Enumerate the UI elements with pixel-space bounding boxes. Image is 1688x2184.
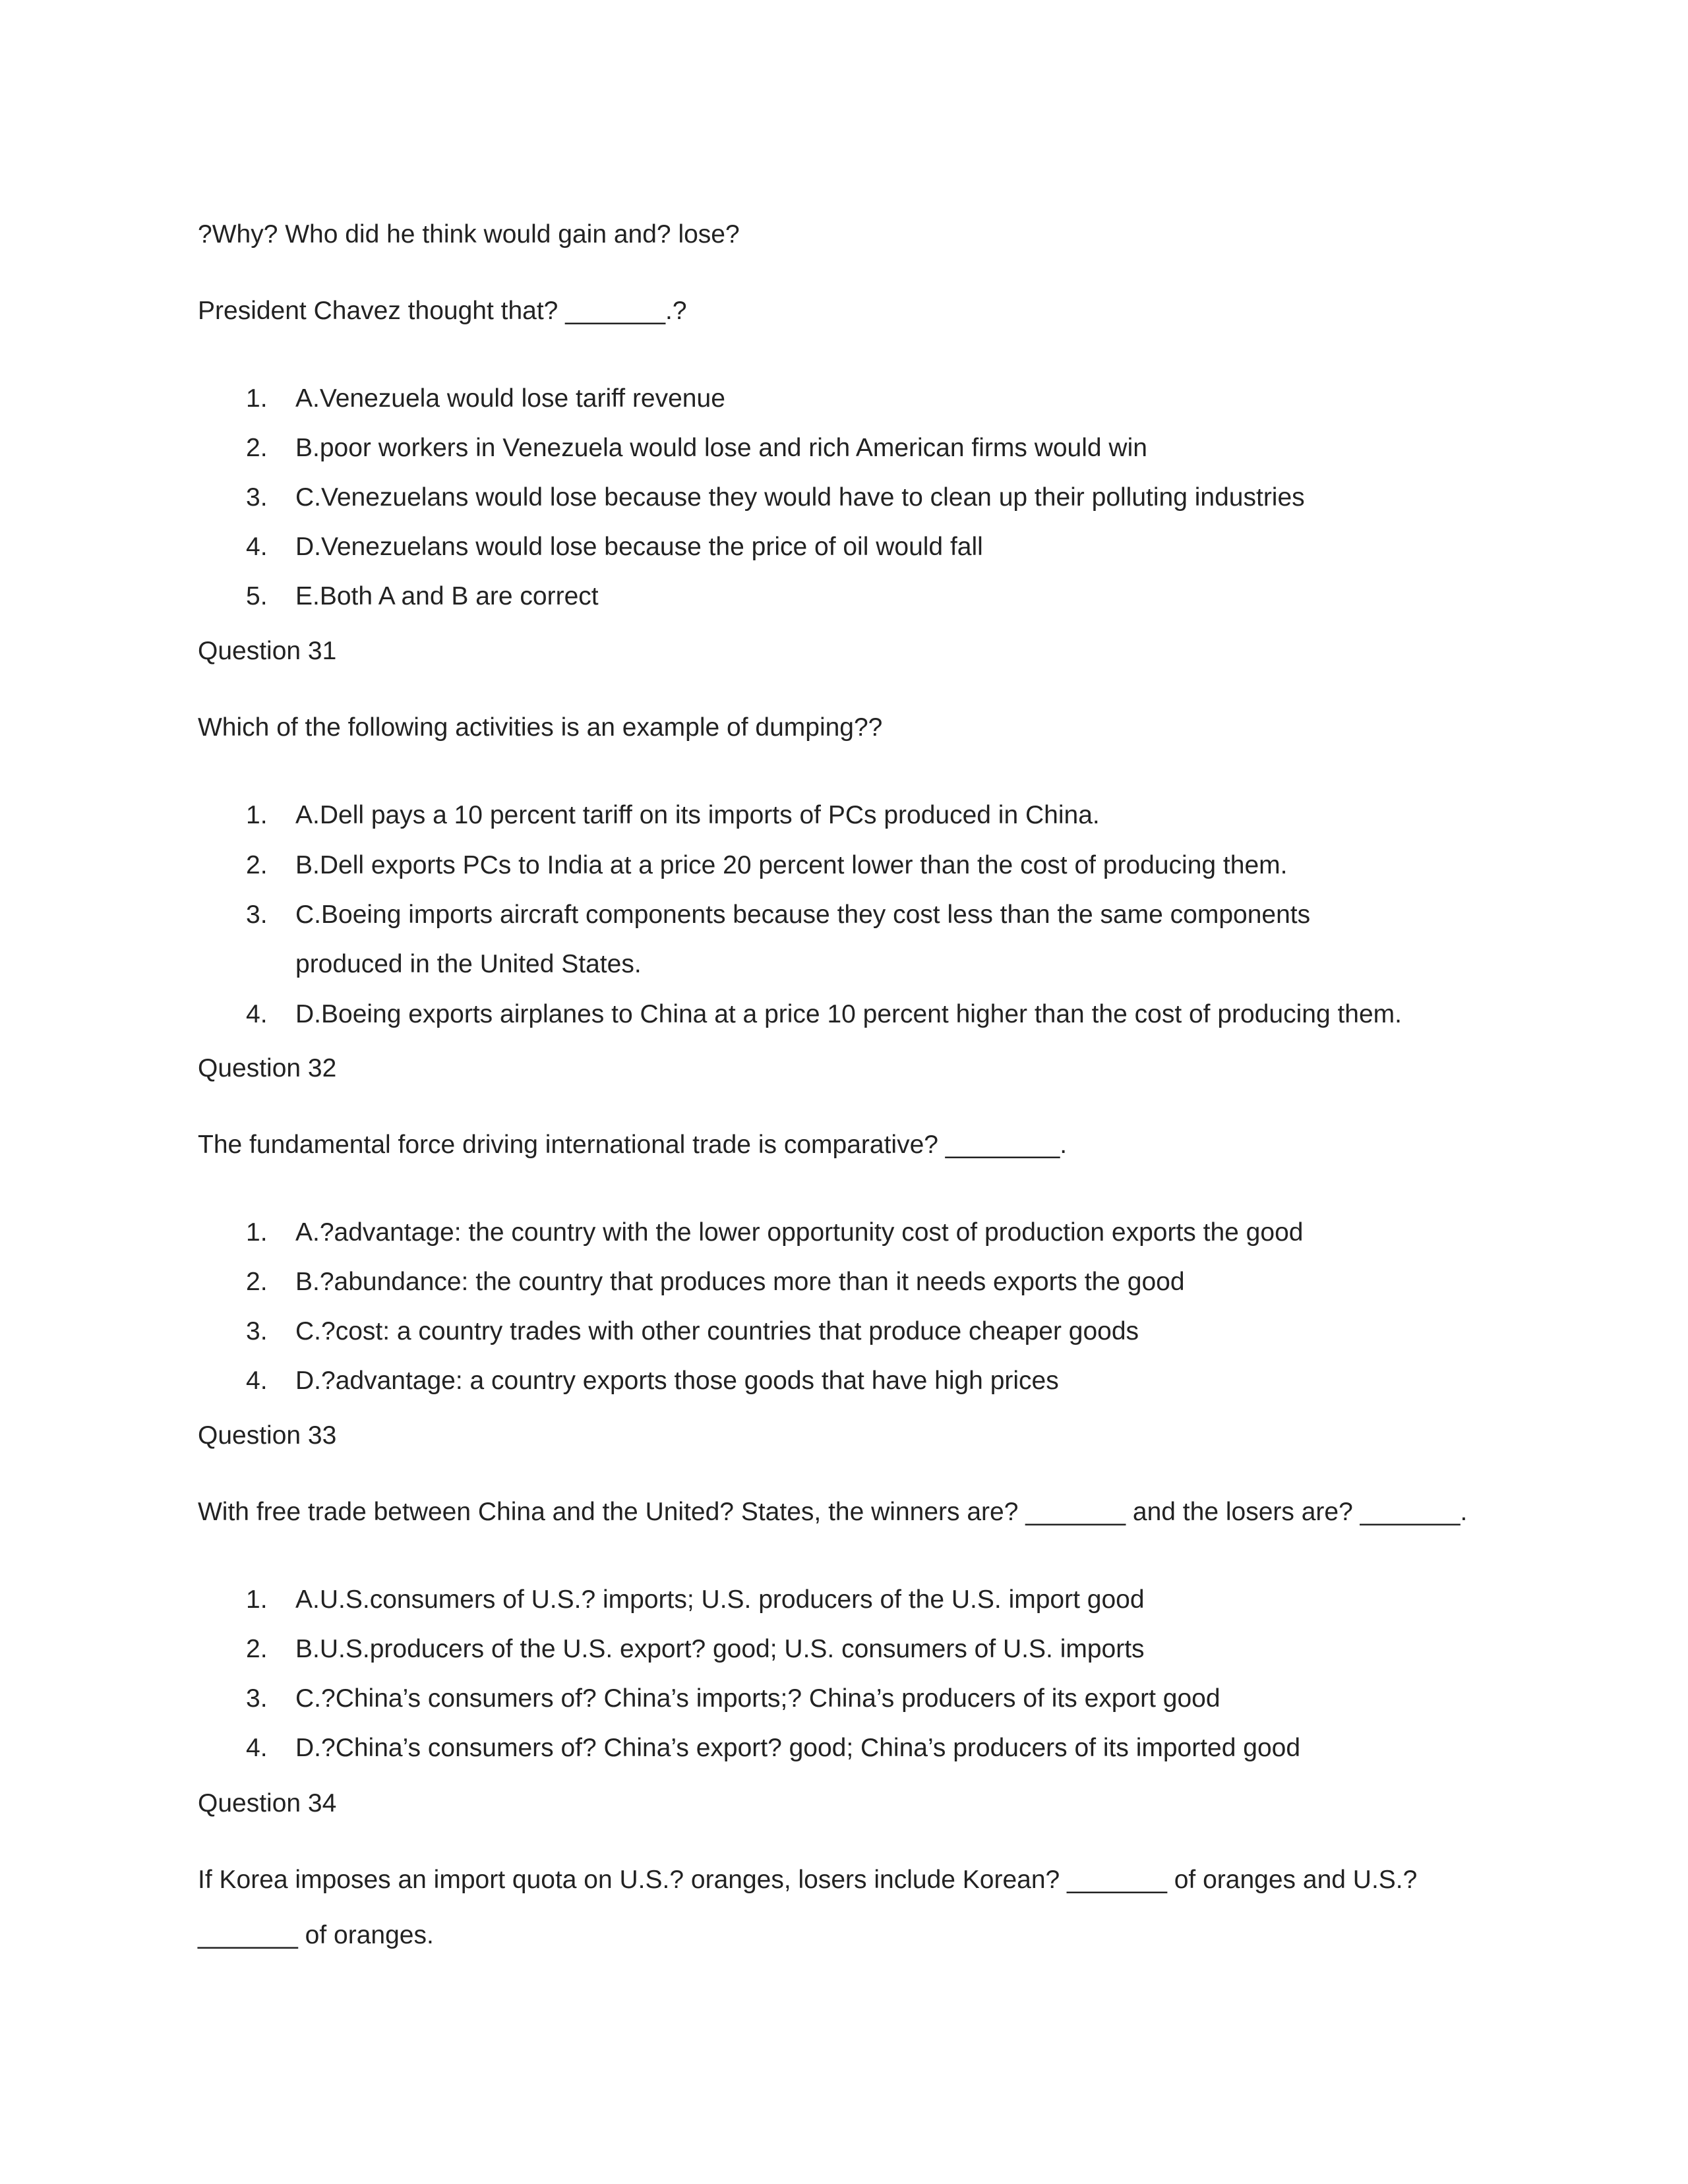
q31-heading: Question 31 [198,637,337,665]
q30-option-3-number: 3. [246,483,268,512]
q31-prompt-text: Which of the following activities is an example of dumping?? [198,713,883,742]
q31-option-4-number: 4. [246,1000,268,1028]
q33-option-2-number: 2. [246,1635,268,1663]
q33-heading: Question 33 [198,1421,337,1450]
q30-option-4-number: 4. [246,533,268,561]
q31-option-1-text: A.Dell pays a 10 percent tariff on its imports of PCs produced in China. [295,801,1100,829]
q30-option-2-number: 2. [246,434,268,462]
q30-option-5-text: E.Both A and B are correct [295,582,599,610]
q33-option-2-text: B.U.S.producers of the U.S. export? good; U.S. consumers of U.S. imports [295,1635,1145,1663]
q30-option-5-number: 5. [246,582,268,610]
q30-option-4-text: D.Venezuelans would lose because the price of oil would fall [295,533,983,561]
q34-prompt-line-1: If Korea imposes an import quota on U.S.? oranges, losers include Korean? _______ of oranges and U.S.? [198,1866,1418,1894]
q32-option-3-text: C.?cost: a country trades with other countries that produce cheaper goods [295,1317,1139,1345]
q33-option-3-text: C.?China’s consumers of? China’s imports;? China’s producers of its export good [295,1684,1221,1713]
q30-option-1-number: 1. [246,384,268,413]
q31-option-3-number: 3. [246,900,268,929]
q33-option-4-number: 4. [246,1734,268,1762]
q30-prompt-text: President Chavez thought that? _______.? [198,297,687,325]
q30-option-3-text: C.Venezuelans would lose because they would have to clean up their polluting industries [295,483,1305,512]
q32-option-3-number: 3. [246,1317,268,1345]
q33-option-1-number: 1. [246,1585,268,1614]
q32-heading: Question 32 [198,1054,337,1082]
q33-option-4-text: D.?China’s consumers of? China’s export? good; China’s producers of its imported good [295,1734,1301,1762]
q31-option-3-continuation: produced in the United States. [295,950,642,978]
q31-option-2-number: 2. [246,851,268,879]
q33-prompt-text: With free trade between China and the United? States, the winners are? _______ and the losers are? _______. [198,1498,1468,1526]
q31-option-2-text: B.Dell exports PCs to India at a price 20 percent lower than the cost of producing them. [295,851,1288,879]
q31-option-3-text: C.Boeing imports aircraft components because they cost less than the same components [295,900,1311,929]
q32-option-1-number: 1. [246,1218,268,1247]
q34-heading: Question 34 [198,1789,337,1817]
q32-prompt-text: The fundamental force driving international trade is comparative? ________. [198,1131,1068,1159]
q34-prompt-line-2: _______ of oranges. [198,1921,434,1949]
q33-option-1-text: A.U.S.consumers of U.S.? imports; U.S. producers of the U.S. import good [295,1585,1145,1614]
q32-option-2-number: 2. [246,1268,268,1296]
q33-option-3-number: 3. [246,1684,268,1713]
q31-option-1-number: 1. [246,801,268,829]
q32-option-1-text: A.?advantage: the country with the lower opportunity cost of production exports the good [295,1218,1304,1247]
q30-option-1-text: A.Venezuela would lose tariff revenue [295,384,725,413]
q30-option-2-text: B.poor workers in Venezuela would lose and rich American firms would win [295,434,1147,462]
q32-option-2-text: B.?abundance: the country that produces more than it needs exports the good [295,1268,1185,1296]
q30-intro-text: ?Why? Who did he think would gain and? lose? [198,220,740,249]
q32-option-4-number: 4. [246,1367,268,1395]
q32-option-4-text: D.?advantage: a country exports those goods that have high prices [295,1367,1059,1395]
q31-option-4-text: D.Boeing exports airplanes to China at a price 10 percent higher than the cost of producing them. [295,1000,1402,1028]
